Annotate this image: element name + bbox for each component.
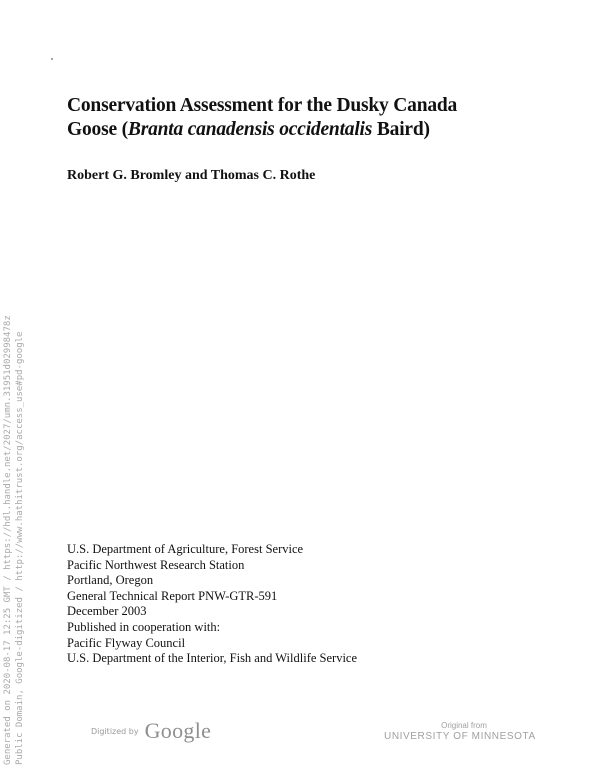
pub-line-cooperation: Published in cooperation with:: [67, 619, 221, 634]
pub-line-agency: U.S. Department of Agriculture, Forest Service: [67, 542, 304, 556]
hathitrust-watermark: [2, 315, 26, 765]
pub-line-date: December 2003: [67, 604, 147, 619]
title-line-2: [67, 118, 537, 142]
scan-speck: [51, 58, 53, 60]
pub-line-report-number: General Technical Report PNW-GTR-591: [67, 588, 278, 603]
title-line-2-prefix: Goose (: [67, 119, 128, 140]
scientific-name: Branta canadensis occidentalis: [127, 119, 373, 140]
google-logo-icon: Google: [144, 718, 212, 743]
original-source: [384, 720, 536, 743]
watermark-line-2: Public Domain, Google-digitized / http://www.hathitrust.org/access_use#pd-google: [15, 331, 25, 765]
pub-line-location: Portland, Oregon: [67, 573, 154, 588]
original-label: Original from: [441, 721, 487, 730]
pub-line-station: Pacific Northwest Research Station: [67, 557, 245, 572]
digitized-by-google: [91, 718, 211, 744]
title-line-1: Conservation Assessment for the Dusky Canada: [67, 95, 458, 116]
pub-line-council: Pacific Flyway Council: [67, 635, 186, 650]
watermark-line-1: Generated on 2020-08-17 12:25 GMT / https://hdl.handle.net/2027/umn.31951d02998478z: [3, 315, 13, 765]
document-title: [67, 94, 537, 142]
pub-line-interior: U.S. Department of the Interior, Fish and Wildlife Service: [67, 651, 358, 666]
authors: Robert G. Bromley and Thomas C. Rothe: [67, 168, 316, 183]
digitized-label: Digitized by: [91, 726, 139, 736]
publication-info: [67, 542, 357, 667]
title-line-2-suffix: Baird): [372, 119, 430, 140]
original-institution: UNIVERSITY OF MINNESOTA: [384, 731, 536, 742]
